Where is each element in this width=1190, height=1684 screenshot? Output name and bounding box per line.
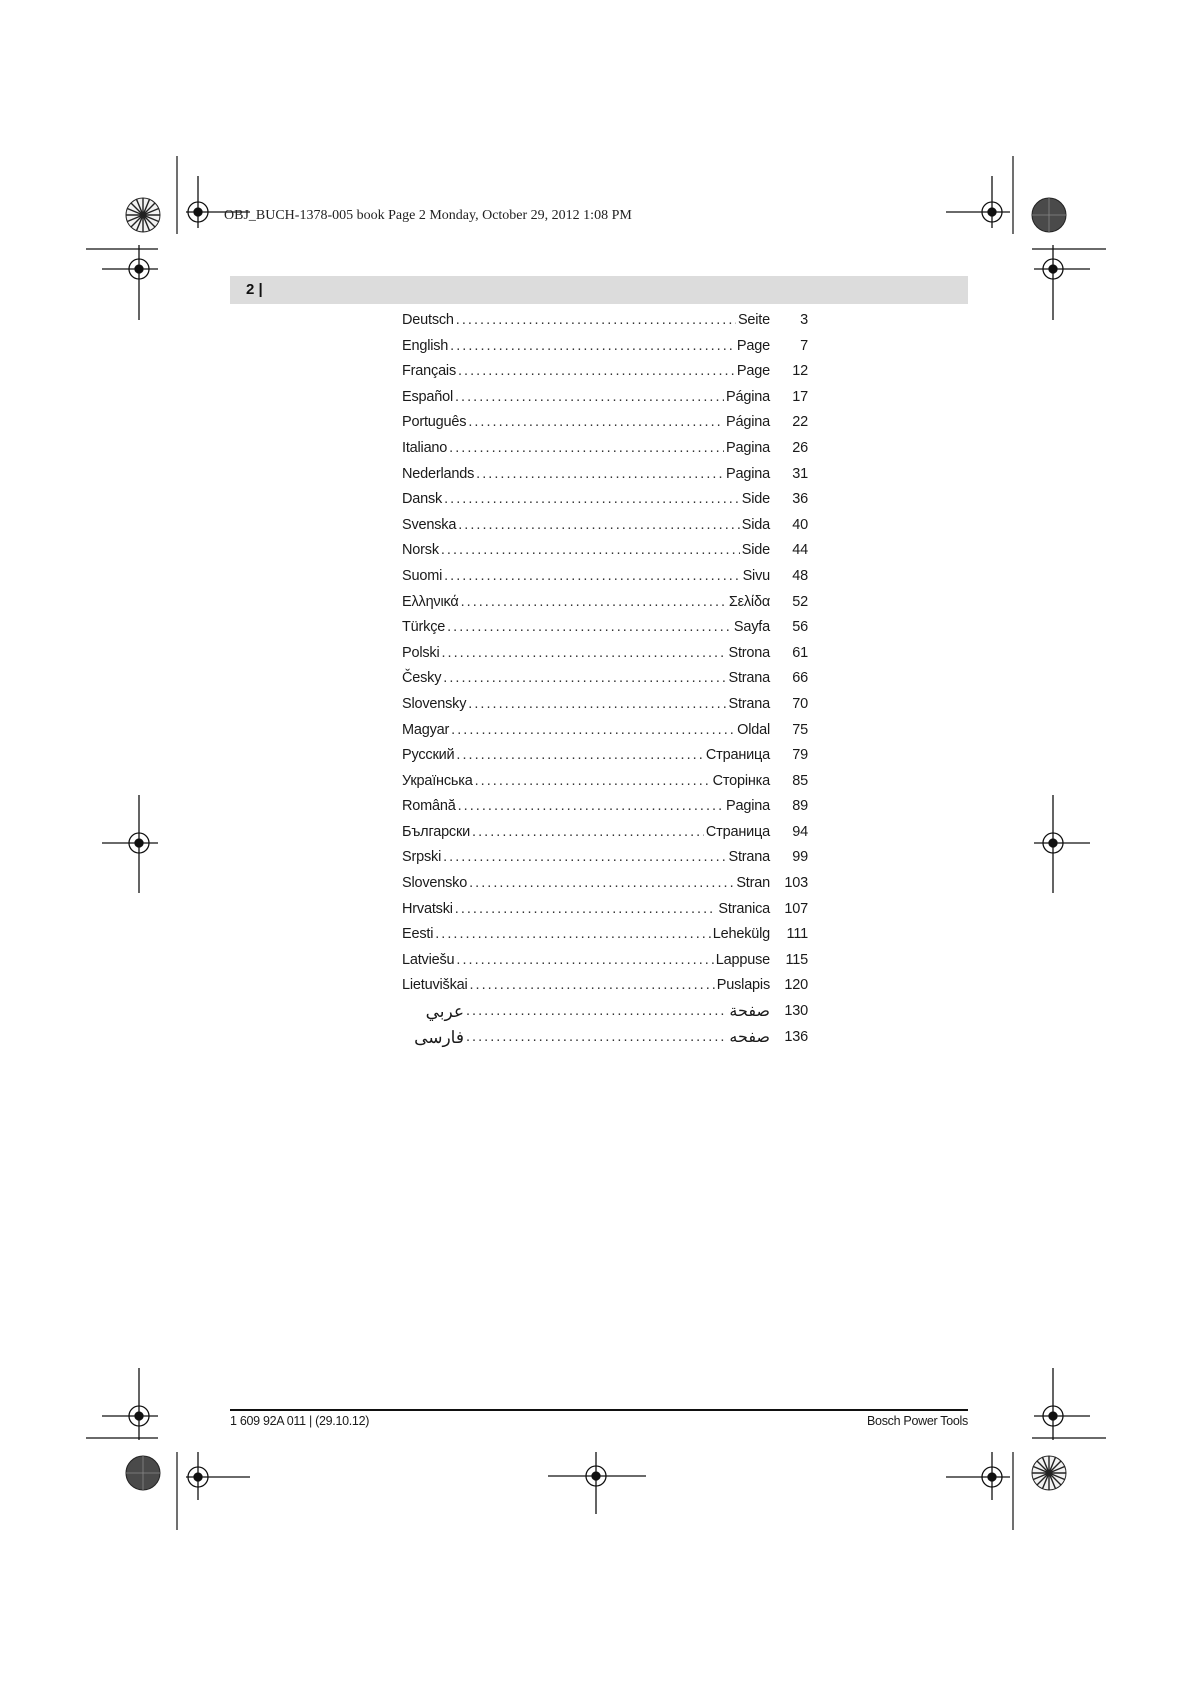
toc-language: English [402, 337, 449, 354]
toc-language: Svenska [402, 516, 457, 533]
toc-page-label: Seite [737, 312, 770, 328]
solid-target-icon [1032, 198, 1066, 232]
toc-language: Русский [402, 747, 455, 764]
toc-language: عربي [425, 1002, 464, 1022]
toc-entry [402, 871, 808, 897]
toc-language: Lietuviškai [402, 977, 468, 994]
starburst-target-icon [126, 198, 160, 232]
toc-entry [402, 948, 808, 974]
toc-leader-dots [466, 999, 727, 1025]
toc-language: Ελληνικά [402, 593, 459, 610]
toc-entry [402, 718, 808, 744]
toc-page-label: Página [726, 414, 770, 431]
crosshair-icon [1034, 245, 1090, 320]
toc-leader-dots [458, 794, 724, 820]
toc-page-label: Page [736, 337, 770, 354]
toc-page-label: Page [736, 363, 770, 380]
toc-page-label: Oldal [737, 721, 770, 738]
toc-language: Česky [402, 670, 442, 687]
toc-language: Nederlands [402, 465, 475, 482]
toc-language: Srpski [402, 849, 442, 866]
toc-page-number: 89 [792, 798, 808, 815]
toc-page-number: 61 [792, 644, 808, 661]
toc-page-label: Strona [728, 644, 770, 661]
toc-leader-dots [455, 385, 724, 411]
toc-language: Suomi [402, 567, 443, 584]
toc-page-number: 130 [784, 1003, 808, 1020]
toc-page-number: 17 [792, 388, 808, 405]
crosshair-icon [548, 1452, 646, 1514]
crosshair-icon [186, 1452, 250, 1500]
crosshair-icon [1034, 795, 1090, 893]
toc-page-label: صفحه [729, 1028, 770, 1046]
toc-page-label: Страница [705, 747, 770, 764]
toc-leader-dots [476, 462, 724, 488]
toc-page-label: Pagina [726, 465, 770, 482]
toc-page-number: 70 [792, 695, 808, 712]
toc-entry [402, 999, 808, 1025]
toc-page-number: 22 [792, 414, 808, 431]
toc-leader-dots [455, 897, 717, 923]
toc-entry [402, 334, 808, 360]
toc-page-label: Strana [728, 670, 770, 687]
toc-page-number: 99 [792, 849, 808, 866]
toc-language: Français [402, 363, 456, 380]
toc-entry [402, 666, 808, 692]
toc-entry [402, 897, 808, 923]
toc-leader-dots [451, 718, 735, 744]
footer-divider [230, 1409, 968, 1411]
toc-page-number: 36 [792, 491, 808, 508]
crosshair-icon [102, 245, 158, 320]
toc-leader-dots [470, 973, 715, 999]
toc-page-label: Sivu [742, 567, 770, 584]
toc-page-label: Lehekülg [712, 926, 770, 943]
toc-page-number: 44 [792, 542, 808, 559]
starburst-target-icon [1032, 1456, 1066, 1490]
toc-leader-dots [466, 1025, 727, 1051]
toc-page-number: 40 [792, 516, 808, 533]
crosshair-icon [946, 1452, 1010, 1500]
toc-page-label: Side [741, 542, 770, 559]
toc-entry [402, 564, 808, 590]
toc-page-number: 12 [792, 363, 808, 380]
toc-leader-dots [444, 487, 740, 513]
toc-page-number: 52 [792, 593, 808, 610]
toc-leader-dots [447, 615, 732, 641]
crosshair-icon [946, 176, 1010, 228]
toc-language: Български [402, 823, 471, 840]
toc-entry [402, 794, 808, 820]
toc-entry [402, 385, 808, 411]
toc-entry [402, 538, 808, 564]
toc-page-label: Lappuse [715, 951, 770, 968]
toc-entry [402, 590, 808, 616]
toc-leader-dots [441, 538, 740, 564]
toc-leader-dots [444, 564, 740, 590]
toc-page-label: Strana [728, 849, 770, 866]
toc-language: Eesti [402, 926, 434, 943]
toc-entry [402, 513, 808, 539]
toc-entry [402, 845, 808, 871]
footer-doc-number: 1 609 92A 011 | (29.10.12) [230, 1414, 370, 1428]
toc-leader-dots [450, 334, 735, 360]
toc-page-number: 56 [792, 619, 808, 636]
toc-leader-dots [441, 641, 726, 667]
toc-language: Română [402, 798, 456, 815]
toc-page-number: 7 [800, 337, 808, 354]
toc-language: Deutsch [402, 312, 454, 328]
toc-leader-dots [435, 922, 710, 948]
toc-entry [402, 743, 808, 769]
toc-page-label: Σελίδα [728, 593, 770, 610]
toc-page-label: صفحة [729, 1003, 770, 1021]
toc-entry [402, 308, 808, 334]
toc-page-label: Puslapis [716, 977, 770, 994]
toc-language: Norsk [402, 542, 439, 559]
toc-page-number: 26 [792, 439, 808, 456]
toc-page-number: 94 [792, 823, 808, 840]
toc-leader-dots [472, 820, 704, 846]
toc-page-number: 79 [792, 747, 808, 764]
toc-page-label: Сторінка [712, 772, 770, 789]
toc-page-label: Страница [705, 823, 770, 840]
toc-page-number: 120 [784, 977, 808, 994]
crosshair-icon [102, 1368, 158, 1440]
toc-language: Italiano [402, 439, 448, 456]
toc-leader-dots [469, 871, 734, 897]
toc-page-number: 85 [792, 772, 808, 789]
toc-language: Polski [402, 644, 440, 661]
toc-entry [402, 462, 808, 488]
toc-page-number: 115 [785, 951, 808, 968]
toc-language: Slovensko [402, 875, 468, 892]
toc-language: Türkçe [402, 619, 446, 636]
toc-page-label: Stranica [718, 900, 770, 917]
toc-page-label: Side [741, 491, 770, 508]
toc-page-number: 48 [792, 567, 808, 584]
toc-leader-dots [475, 769, 711, 795]
toc-page-number: 136 [784, 1028, 808, 1045]
toc-page-number: 111 [786, 926, 808, 943]
toc-page-label: Stran [736, 875, 770, 892]
toc-language: Magyar [402, 721, 450, 738]
table-of-contents [402, 308, 808, 1050]
toc-leader-dots [468, 692, 726, 718]
crosshair-icon [1034, 1368, 1090, 1440]
print-slug-line: OBJ_BUCH-1378-005 book Page 2 Monday, October 29, 2012 1:08 PM [224, 208, 632, 223]
toc-page-number: 103 [784, 875, 808, 892]
toc-entry [402, 973, 808, 999]
toc-leader-dots [468, 410, 724, 436]
toc-leader-dots [458, 359, 735, 385]
toc-leader-dots [443, 666, 726, 692]
toc-language: Português [402, 414, 467, 431]
toc-page-number: 31 [792, 465, 808, 482]
toc-language: Hrvatski [402, 900, 453, 917]
page-number: 2 | [246, 281, 263, 298]
toc-entry [402, 922, 808, 948]
toc-page-number: 66 [792, 670, 808, 687]
toc-page-number: 75 [792, 721, 808, 738]
solid-target-icon [126, 1456, 160, 1490]
toc-language: Українська [402, 772, 473, 789]
toc-entry [402, 359, 808, 385]
toc-leader-dots [458, 513, 740, 539]
toc-page-label: Strana [728, 695, 770, 712]
crosshair-icon [102, 795, 158, 893]
toc-entry [402, 641, 808, 667]
toc-leader-dots [456, 308, 736, 334]
toc-language: Latviešu [402, 951, 455, 968]
toc-page-label: Sida [741, 516, 770, 533]
toc-entry [402, 692, 808, 718]
toc-page-label: Pagina [726, 798, 770, 815]
toc-page-number: 107 [784, 900, 808, 917]
toc-language: Español [402, 388, 453, 405]
toc-entry [402, 769, 808, 795]
toc-leader-dots [456, 743, 703, 769]
toc-entry [402, 436, 808, 462]
toc-entry [402, 487, 808, 513]
toc-leader-dots [443, 845, 726, 871]
toc-page-number: 3 [800, 312, 808, 328]
toc-entry [402, 1025, 808, 1051]
toc-leader-dots [456, 948, 713, 974]
toc-leader-dots [449, 436, 724, 462]
toc-entry [402, 615, 808, 641]
toc-page-label: Sayfa [733, 619, 770, 636]
toc-entry [402, 410, 808, 436]
footer-brand: Bosch Power Tools [867, 1414, 968, 1428]
page-header-bar [230, 276, 968, 304]
toc-leader-dots [461, 590, 727, 616]
toc-language: Slovensky [402, 695, 467, 712]
toc-language: فارسی [414, 1027, 464, 1047]
toc-language: Dansk [402, 491, 443, 508]
toc-page-label: Pagina [726, 439, 770, 456]
toc-entry [402, 820, 808, 846]
toc-page-label: Página [726, 388, 770, 405]
